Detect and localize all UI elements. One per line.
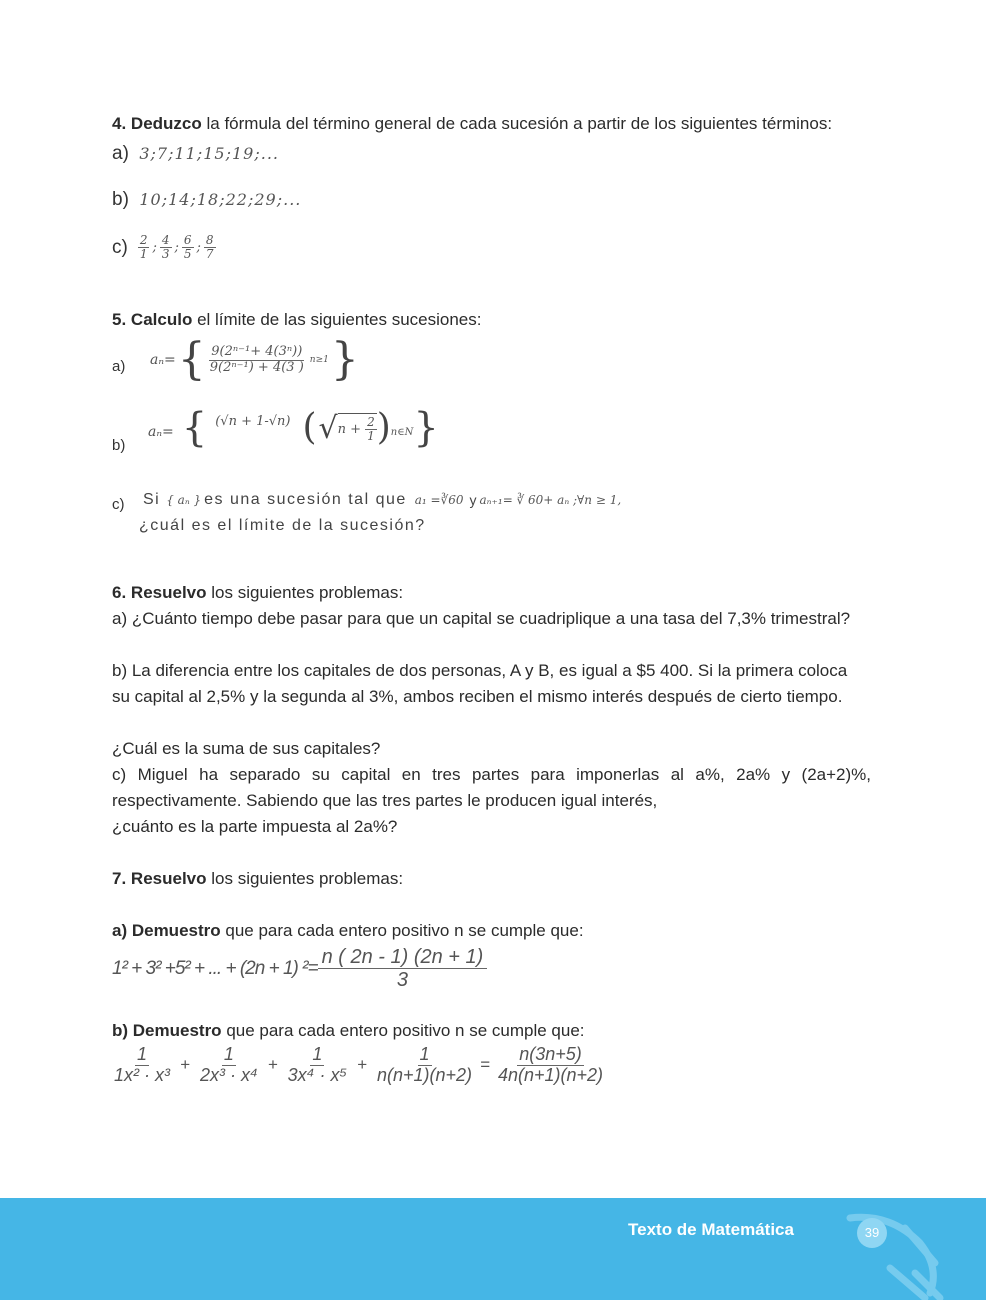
section-instruction: los siguientes problemas: — [211, 583, 404, 602]
item-label: a) — [112, 358, 126, 375]
plus-sign: + — [357, 1055, 367, 1075]
item-label: c) — [112, 496, 125, 513]
set-notation: { aₙ } — [166, 493, 202, 507]
separator: ; — [196, 240, 201, 256]
recurrence: aₙ₊₁= ∛ 60+ aₙ ;∀n ≥ 1, — [479, 493, 622, 507]
condition: n∈N — [390, 426, 414, 438]
section-verb: Resuelvo — [130, 583, 207, 602]
rhs-fraction: $\frac{n(3n+5)}{4n(n+1)(n+2)}$ — [497, 1044, 604, 1085]
item-label: b) — [112, 437, 126, 454]
left-paren: ( — [302, 407, 317, 448]
right-brace: } — [330, 334, 359, 385]
right-brace: } — [413, 405, 439, 451]
term-fraction: $\frac{1}{\text{3x⁴ · x⁵}}$ — [287, 1044, 348, 1085]
formula-7b — [112, 1045, 605, 1086]
item-label: c) — [112, 236, 128, 258]
sequence: 3;7;11;15;19;... — [139, 144, 280, 163]
section-number: 7. — [112, 869, 127, 888]
text: que para cada entero positivo n se cumple que: — [226, 1021, 585, 1040]
first-term: (√n + 1-√n) — [215, 414, 291, 429]
section-number: 4. — [112, 114, 127, 133]
term-fraction: $\frac{1}{\text{1x² · x³}}$ — [114, 1044, 170, 1085]
item-label: a) — [112, 143, 129, 164]
problem-6b-line3: ¿Cuál es la suma de sus capitales? — [112, 739, 381, 758]
fraction: $\frac{2}{1}$ — [139, 233, 148, 262]
separator: ; — [174, 240, 179, 256]
condition: n≥1 — [309, 355, 329, 365]
lhs: aₙ= — [150, 352, 176, 368]
bold-label: a) Demuestro — [112, 921, 221, 940]
fraction: $\frac{\text{9(2ⁿ⁻¹+ 4(3ⁿ))}}{\text{9(2ⁿ⁻¹) + 4(3 )}}$ — [209, 344, 304, 375]
problem-6c-line2: respectivamente. Sabiendo que las tres partes le producen igual interés, — [112, 791, 658, 810]
section-verb: Deduzco — [130, 114, 202, 133]
page-footer — [0, 1198, 986, 1300]
term-fraction: $\frac{1}{\text{2x³ · x⁴}}$ — [199, 1044, 258, 1085]
fraction: $\frac{4}{3}$ — [161, 233, 170, 262]
fraction: $\frac{8}{7}$ — [205, 233, 214, 262]
problem-7a-statement — [112, 918, 584, 944]
problem-7b-statement — [112, 1018, 585, 1044]
term-fraction: $\frac{1}{n(n+1)(n+2)}$ — [376, 1044, 473, 1085]
equals-sign: = — [480, 1055, 490, 1075]
footer-title: Texto de Matemática — [628, 1220, 794, 1239]
item-5a-label — [112, 358, 125, 376]
item-5c-label — [112, 496, 125, 514]
section-5-heading — [112, 307, 482, 333]
left-brace: { — [181, 405, 208, 451]
section-number: 6. — [112, 583, 127, 602]
left-brace: { — [177, 334, 206, 385]
problem-6b-line2: su capital al 2,5% y la segunda al 3%, ambos reciben el mismo interés después de cierto tiempo. — [112, 687, 843, 706]
right-paren: ) — [376, 407, 391, 448]
section-instruction: la fórmula del término general de cada sucesión a partir de los siguientes términos: — [206, 114, 833, 133]
item-4c — [112, 234, 216, 261]
separator: ; — [152, 240, 157, 256]
lhs: aₙ= — [148, 424, 174, 440]
lhs: 1² + 3² +5² + ... + (2n + 1) ²= — [112, 957, 318, 979]
text: que para cada entero positivo n se cumple que: — [225, 921, 584, 940]
item-5b-label — [112, 437, 125, 455]
problem-6b-line1: b) La diferencia entre los capitales de dos personas, A y B, es igual a $5 400. Si la primera coloca — [112, 661, 848, 680]
text: y — [469, 492, 477, 508]
fraction: $\frac{n ( 2n - 1) (2n + 1)}{3}$ — [318, 946, 488, 991]
text: Si — [143, 491, 161, 508]
formula-7a — [112, 946, 487, 991]
radical-icon: √ — [318, 410, 338, 446]
section-verb: Resuelvo — [130, 869, 207, 888]
item-4a — [112, 143, 279, 165]
page-number-badge: 39 — [857, 1218, 887, 1248]
bold-label: b) Demuestro — [112, 1021, 222, 1040]
radicand: n + $\frac{2}{1}$ — [337, 414, 375, 443]
section-verb: Calculo — [130, 310, 193, 329]
item-5c-line1 — [143, 491, 621, 509]
item-5b-expression — [148, 406, 439, 450]
section-instruction: el límite de las siguientes sucesiones: — [197, 310, 482, 329]
section-6-heading — [112, 580, 403, 606]
rocket-watermark-icon — [830, 1198, 986, 1300]
text: ¿cuál es el límite de la sucesión? — [139, 517, 426, 534]
plus-sign: + — [180, 1055, 190, 1075]
a1-expression: a₁ =∛60 — [414, 493, 464, 507]
problem-6a: a) ¿Cuánto tiempo debe pasar para que un capital se cuadriplique a una tasa del 7,3% trimestral? — [112, 609, 851, 628]
problem-6c-line3: ¿cuánto es la parte impuesta al 2a%? — [112, 817, 398, 836]
item-label: b) — [112, 189, 129, 210]
section-instruction: los siguientes problemas: — [211, 869, 404, 888]
fraction: $\frac{6}{5}$ — [183, 233, 192, 262]
plus-sign: + — [267, 1055, 278, 1075]
section-7-heading — [112, 866, 403, 892]
item-4b — [112, 189, 301, 211]
item-5c-line2 — [139, 517, 426, 535]
item-5a-expression — [150, 334, 359, 385]
section-4-heading — [112, 111, 892, 137]
sequence: 10;14;18;22;29;... — [139, 190, 302, 209]
text: es una sucesión tal que — [204, 491, 407, 508]
section-number: 5. — [112, 310, 127, 329]
problem-6c-line1: c) Miguel ha separado su capital en tres partes para imponerlas al a%, 2a% y (2a+2)%, — [112, 765, 871, 784]
